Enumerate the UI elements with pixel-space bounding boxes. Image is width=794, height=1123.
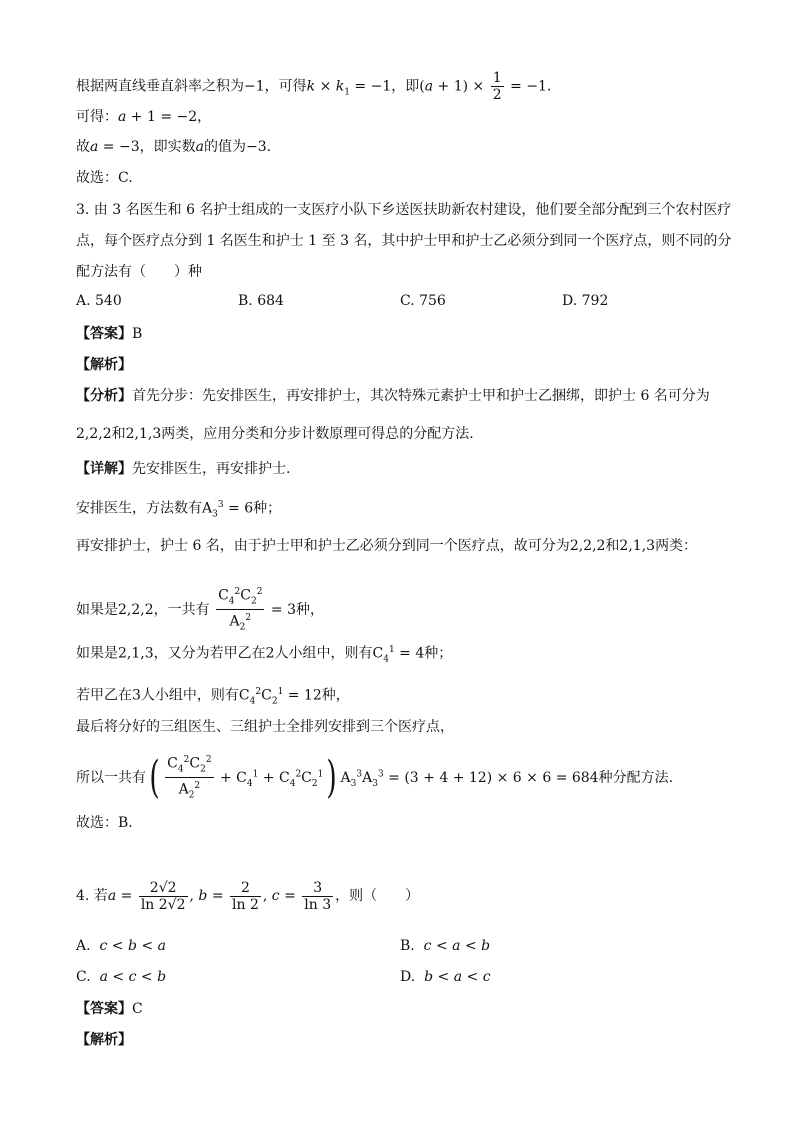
text-segment: 再安排护士，护士 6 名，由于护士甲和护士乙必须分到同一个医疗点，故可分为 — [76, 538, 570, 554]
q4-option-b: B. c < a < b — [400, 938, 491, 954]
option-c: C. 756 — [400, 293, 446, 309]
step-doctors: 安排医生，方法数有$A_3^3 = 6$种； — [76, 500, 282, 520]
fenxi-label: 【分析】 — [76, 388, 132, 404]
text-segment: ，一共有 — [153, 601, 210, 618]
text-segment: 若甲乙在 — [76, 687, 132, 704]
answer-value: C — [132, 1001, 143, 1017]
xiangjie-text: 先安排医生，再安排护士. — [132, 461, 291, 477]
case-213: 如果是2,1,3，又分为若甲乙在2人小组中，则有$C_4^1 = 4$种； — [76, 645, 453, 665]
text-segment: 4. 若 — [76, 888, 108, 904]
q4-option-d: D. b < a < c — [400, 969, 491, 985]
answer-line — [76, 324, 142, 344]
total-formula: 所以一共有( $\frac{C_4^2C_2^2}{A_2^2}$ + $C_4^1 + C_4^2C_2^1$) $A_3^3A_3^3 = (3 + 4 + 12) \times 6 \times 6 = 684$种分配方法. — [76, 751, 674, 803]
question-3-line-1: 3. 由 3 名医生和 6 名护士组成的一支医疗小队下乡送医扶助新农村建设，他们要全部分配到三个农村医疗 — [76, 202, 732, 218]
text-segment: 种； — [253, 500, 282, 517]
text-segment: 如果是 — [76, 601, 118, 618]
solution-line-3: 故a = −3，即实数a的值为−3. — [76, 139, 272, 155]
text-segment: 安排医生，方法数有 — [76, 500, 202, 517]
text-segment: 如果是 — [76, 645, 118, 662]
solution-line-1: 根据两直线垂直斜率之积为−1，可得$k \times k_1 = -1$，即(a + 1) × $\frac{1}{2}$ = −1. — [76, 70, 552, 103]
fraction-b: $\frac{2}{\ln 2}$ — [232, 879, 259, 913]
q3-final-choice: 故选：B. — [76, 815, 133, 831]
option-letter: D. — [400, 969, 416, 985]
q4-analysis-label: 【解析】 — [76, 1032, 132, 1048]
text-segment: ，则（ ） — [335, 888, 420, 904]
text-segment: 根据两直线垂直斜率之积为 — [76, 78, 244, 95]
text-segment: 故 — [76, 139, 90, 155]
q4-option-a: A. c < b < a — [76, 938, 166, 954]
answer-label: 【答案】 — [76, 326, 132, 342]
option-d: D. 792 — [562, 293, 609, 309]
xiangjie-line — [76, 459, 290, 479]
q4-option-c: C. a < c < b — [76, 969, 167, 985]
text-segment: 可得： — [76, 109, 118, 125]
choice-line: 故选：C. — [76, 170, 133, 186]
text-segment: 所以一共有 — [76, 769, 146, 786]
text-segment: 两类： — [655, 538, 698, 554]
fraction-case-222: $\frac{C_4^2C_2^2}{A_2^2}$ — [216, 584, 264, 636]
text-segment: ，又分为若甲乙在 — [153, 645, 266, 662]
text-segment: 种分配方法. — [598, 769, 674, 786]
option-letter: B. — [400, 938, 415, 954]
step-nurses: 再安排护士，护士 6 名，由于护士甲和护士乙必须分到同一个医疗点，故可分为2,2,2和2,1,3两类： — [76, 538, 698, 554]
option-b: B. 684 — [238, 293, 284, 309]
case-3-group: 若甲乙在3人小组中，则有$C_4^2C_2^1 = 12$种， — [76, 687, 350, 707]
text-segment: 种， — [321, 687, 350, 704]
fraction-a: $\frac{2√2}{\ln 2√2}$ — [140, 879, 186, 913]
option-a: A. 540 — [76, 293, 122, 309]
text-segment: 种； — [424, 645, 453, 662]
option-letter: C. — [76, 969, 91, 985]
fenxi-line-1 — [76, 386, 710, 406]
answer-value: B — [132, 326, 143, 342]
fraction-half: $\frac{1}{2}$ — [492, 70, 502, 103]
step-final-arrangement: 最后将分好的三组医生、三组护士全排列安排到三个医疗点， — [76, 719, 454, 735]
answer-label: 【答案】 — [76, 1001, 132, 1017]
question-3-line-2: 点，每个医疗点分到 1 名医生和护士 1 至 3 名，其中护士甲和护士乙必须分到同一个医疗点，则不同的分 — [76, 233, 732, 249]
solution-line-2: 可得：a + 1 = −2， — [76, 109, 212, 125]
text-segment: ，即实数 — [139, 139, 196, 155]
text-segment: 人小组中，则有 — [140, 687, 239, 704]
option-letter: A. — [76, 938, 91, 954]
question-3-line-3: 配方法有（ ）种 — [76, 264, 202, 280]
question-4-stem: 4. 若a = $\frac{2√2}{\ln 2√2}$ , b = $\frac{2}{\ln 2}$ , c = $\frac{3}{\ln 3}$ ，则（ ） — [76, 879, 420, 913]
text-segment: ，可得 — [264, 78, 307, 95]
xiangjie-label: 【详解】 — [76, 461, 132, 477]
fraction-c: $\frac{3}{\ln 3}$ — [304, 879, 332, 913]
analysis-label: 【解析】 — [76, 357, 132, 373]
text-segment: 的值为 — [204, 139, 246, 155]
text-segment: 种， — [296, 601, 324, 618]
fenxi-line-2: 2,2,2和2,1,3两类，应用分类和分步计数原理可得总的分配方法. — [76, 426, 474, 442]
text-segment: 人小组中，则有 — [274, 645, 373, 662]
case-222: 如果是2,2,2，一共有 $\frac{C_4^2C_2^2}{A_2^2}$ = 3种， — [76, 584, 324, 636]
text-segment: 两类，应用分类和分步计数原理可得总的分配方法. — [161, 426, 474, 442]
fenxi-text: 首先分步：先安排医生，再安排护士，其次特殊元素护士甲和护士乙捆绑，即护士 6 名可分为 — [132, 388, 710, 404]
text-segment: ，即 — [391, 78, 420, 95]
q4-answer-line — [76, 999, 143, 1019]
fraction-total: $\frac{C_4^2C_2^2}{A_2^2}$ — [165, 752, 213, 804]
